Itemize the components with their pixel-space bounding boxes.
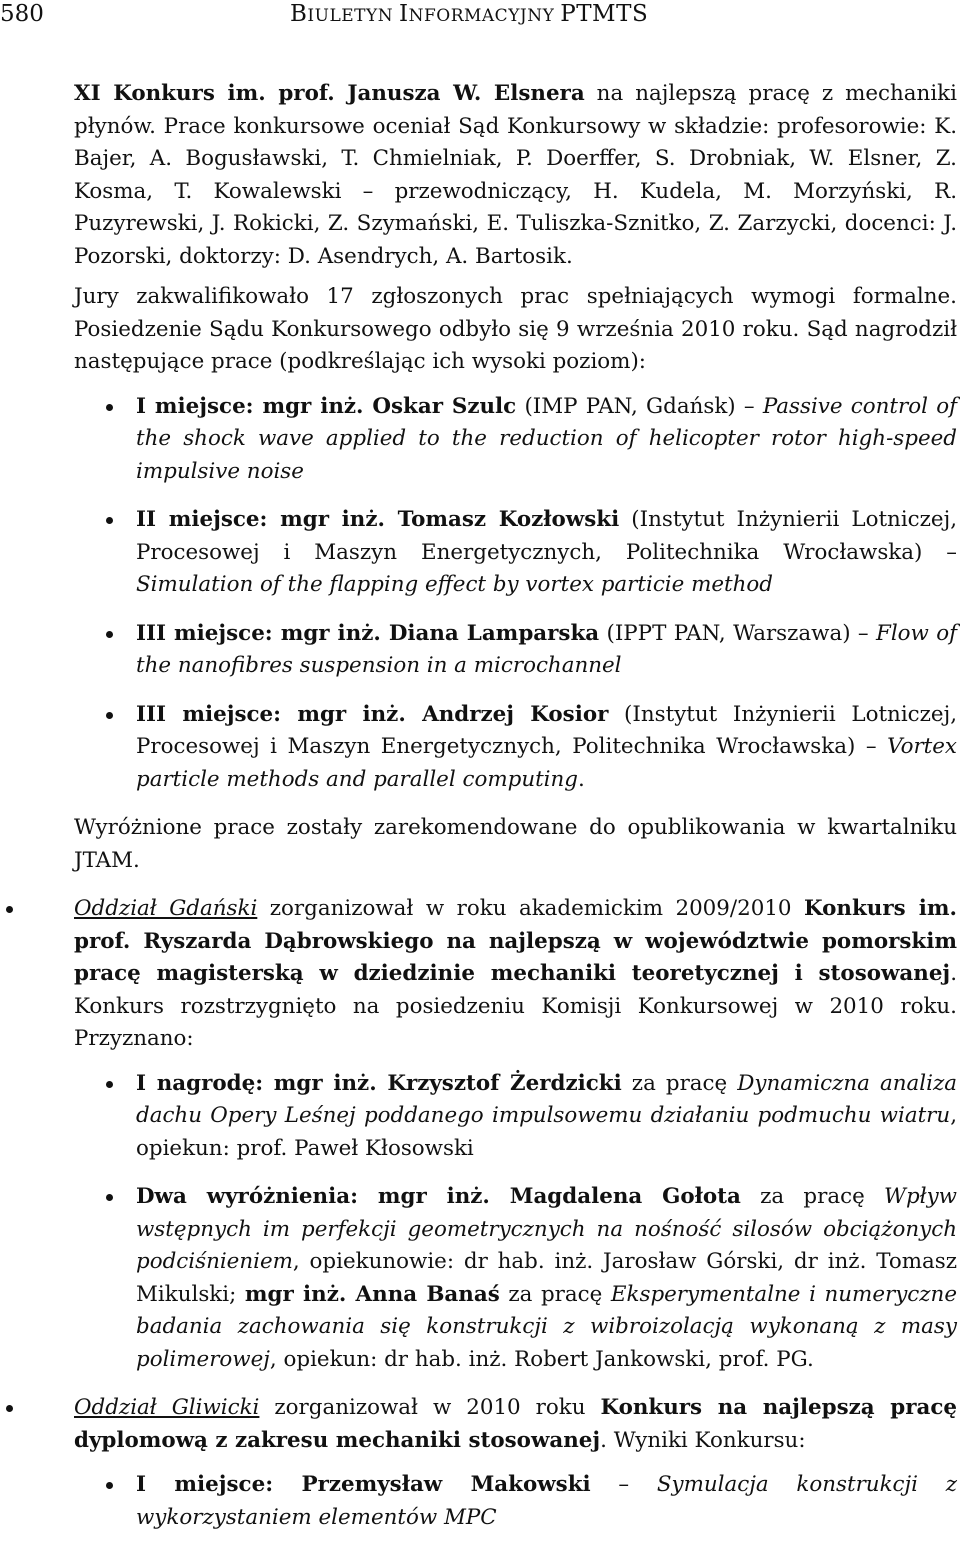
jury-paragraph: Jury zakwalifikowało 17 zgłoszonych prac spełniających wymogi formalne. Posiedzenie Sądu Konkursowego odbyło się 9 września 2010 roku. Sąd nagrodził następujące prace (podkreślając ich wysoki poziom):: [74, 284, 957, 374]
intro-paragraph: XI Konkurs im. prof. Janusza W. Elsnera na najlepszą pracę z mechaniki płynów. Prace konkursowe oceniał Sąd Konkursowy w składzie: profesorowie: K. Bajer, A. Bogusławski, T. Chmielniak, P. Doerffer, S. Drobniak, W. Elsner, Z. Kosma, T. Kowalewski – przewodniczący, H. Kudela, M. Morzyński, R. Puzyrewski, J. Rokicki, Z. Szymański, E. Tuliszka-Sznitko, Z. Zarzycki, docenci: J. Pozorski, doktorzy: D. Asendrych, A. Bartosik.: [74, 81, 957, 269]
page-body: [74, 78, 957, 1550]
running-title: BIULETYN INFORMACYJNY PTMTS: [290, 1, 649, 27]
page-header: [0, 0, 960, 36]
award-list-elsner: [74, 391, 957, 797]
distinguished-paragraph: Wyróżnione prace zostały zarekomendowane do opublikowania w kwartalniku JTAM.: [74, 815, 957, 873]
branch-gliwice: Oddział Gliwicki: [74, 1395, 260, 1420]
section-gliwice: Oddział Gliwicki zorganizował w 2010 roku Konkurs na najlepszą pracę dyplomową z zakresu mechaniki stosowanej. Wyniki Konkursu:: [74, 1392, 957, 1457]
list-item: I nagrodę: mgr inż. Krzysztof Żerdzicki za pracę Dynamiczna analiza dachu Opery Leśnej poddanego impulsowemu działaniu podmuchu wiatru, opiekun: prof. Paweł Kłosowski: [74, 1068, 957, 1166]
branch-gdansk: Oddział Gdański: [74, 896, 258, 921]
award-list-gdansk: [74, 1068, 957, 1377]
list-item: II miejsce: mgr inż. Tomasz Kozłowski (Instytut Inżynierii Lotniczej, Procesowej i Maszyn Energetycznych, Politechnika Wrocławska) – Simulation of the flapping effect by vortex particie method: [74, 504, 957, 602]
page-number: 580: [0, 1, 44, 27]
list-item: I miejsce: mgr inż. Oskar Szulc (IMP PAN, Gdańsk) – Passive control of the shock wave applied to the reduction of helicopter rotor high-speed impulsive noise: [74, 391, 957, 489]
list-item: III miejsce: mgr inż. Andrzej Kosior (Instytut Inżynierii Lotniczej, Procesowej i Maszyn Energetycznych, Politechnika Wrocławska) – Vortex particle methods and parallel computing.: [74, 699, 957, 797]
list-item: I miejsce: Przemysław Makowski – Symulacja konstrukcji z wykorzystaniem elementów MPC: [74, 1469, 957, 1534]
list-item: III miejsce: mgr inż. Diana Lamparska (IPPT PAN, Warszawa) – Flow of the nanofibres suspension in a microchannel: [74, 618, 957, 683]
award-list-gliwice: [74, 1469, 957, 1534]
section-gdansk: Oddział Gdański zorganizował w roku akademickim 2009/2010 Konkurs im. prof. Ryszarda Dąbrowskiego na najlepszą w województwie pomorskim pracę magisterską w dziedzinie mechaniki teoretycznej i stosowanej. Konkurs rozstrzygnięto na posiedzeniu Komisji Konkursowej w 2010 roku. Przyznano:: [74, 893, 957, 1056]
list-item: Dwa wyróżnienia: mgr inż. Magdalena Gołota za pracę Wpływ wstępnych im perfekcji geometrycznych na nośność silosów obciążonych podciśnieniem, opiekunowie: dr hab. inż. Jarosław Górski, dr inż. Tomasz Mikulski; mgr inż. Anna Banaś za pracę Eksperymentalne i numeryczne badania zachowania się konstrukcji z wibroizolacją wykonaną z masy polimerowej, opiekun: dr hab. inż. Robert Jankowski, prof. PG.: [74, 1181, 957, 1376]
